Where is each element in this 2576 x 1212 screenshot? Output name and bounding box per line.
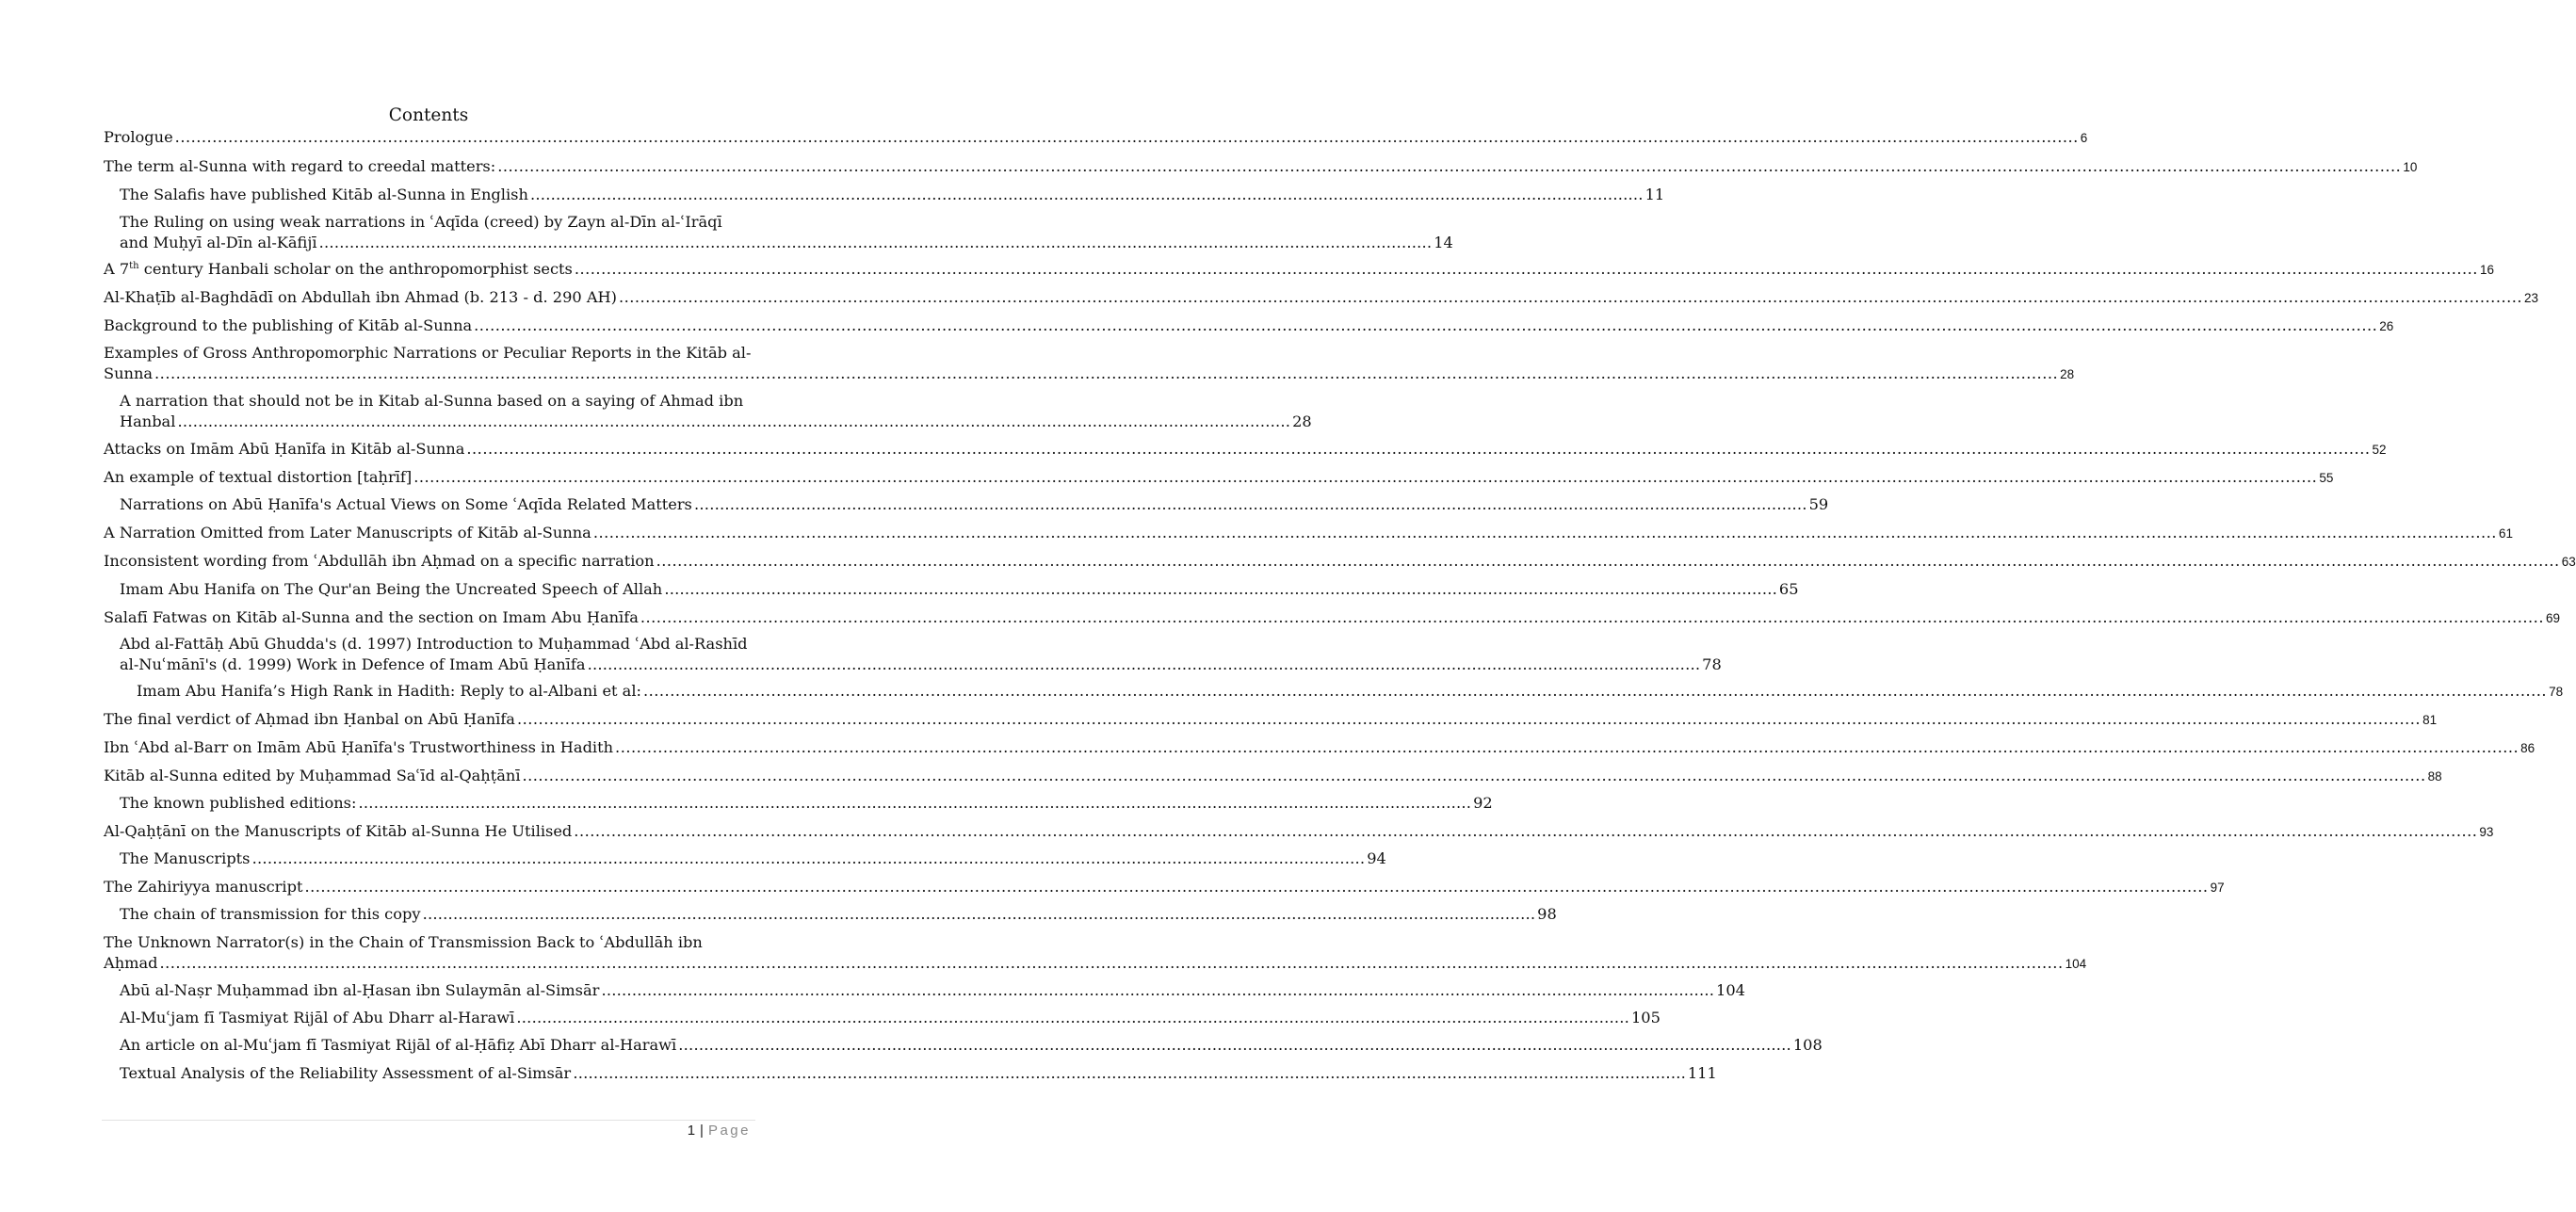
toc-entry-title-text: and Muḥyī al-Dīn al-Kāfijī xyxy=(120,233,317,251)
toc-dot-leader xyxy=(640,607,2544,628)
toc-entry-row xyxy=(104,259,2494,281)
toc-entry[interactable] xyxy=(120,793,1493,814)
toc-page-number: 28 xyxy=(1292,412,1312,430)
toc-entry-row xyxy=(120,1063,1717,1084)
toc-entry-row xyxy=(104,607,2561,629)
toc-entry-title xyxy=(104,467,412,488)
toc-entry-title xyxy=(120,494,692,515)
toc-entry[interactable] xyxy=(120,391,1312,431)
toc-page-number: 92 xyxy=(1473,794,1493,812)
toc-entry-title xyxy=(104,551,655,572)
toc-entry-title-text: Ibn ʿAbd al-Barr on Imām Abū Ḥanīfa's Trustworthiness in Hadith xyxy=(104,738,614,756)
toc-entry-title xyxy=(120,1063,571,1084)
toc-page-number: 65 xyxy=(1778,580,1799,598)
footer-page-word: Page xyxy=(707,1123,751,1139)
toc-entry-title xyxy=(120,185,528,205)
toc-entry-title xyxy=(104,953,157,974)
toc-entry-row xyxy=(120,793,1493,814)
toc-dot-leader xyxy=(664,579,1777,600)
toc-entry[interactable] xyxy=(104,127,2088,149)
toc-entry-title xyxy=(120,904,420,925)
toc-page-number: 26 xyxy=(2379,319,2394,333)
toc-entry-row xyxy=(120,654,1722,675)
toc-entry-row xyxy=(104,127,2088,149)
toc-entry[interactable] xyxy=(120,1063,1717,1084)
toc-dot-leader xyxy=(252,848,1366,869)
toc-entry[interactable] xyxy=(120,1035,1823,1056)
toc-entry-row xyxy=(104,156,2418,178)
toc-entry[interactable] xyxy=(104,766,2442,787)
toc-page-number: 97 xyxy=(2210,881,2225,895)
toc-entry[interactable] xyxy=(104,821,2494,843)
toc-entry-title-text: Background to the publishing of Kitāb al-Sunna xyxy=(104,316,473,334)
toc-page-number: 52 xyxy=(2372,443,2387,457)
toc-entry-row xyxy=(104,551,2576,573)
toc-entry-row xyxy=(120,1008,1661,1028)
toc-entry-title xyxy=(104,709,515,730)
toc-entry[interactable] xyxy=(120,579,1799,600)
toc-entry-row xyxy=(104,877,2225,898)
toc-page-number: 88 xyxy=(2427,769,2442,784)
toc-dot-leader xyxy=(319,233,1433,253)
toc-entry-row xyxy=(104,766,2442,787)
toc-entry[interactable] xyxy=(104,737,2535,759)
toc-entry-row xyxy=(104,439,2387,461)
toc-dot-leader xyxy=(694,494,1807,515)
toc-entry-title xyxy=(120,579,662,600)
toc-dot-leader xyxy=(615,737,2519,758)
toc-entry-title xyxy=(137,681,641,702)
toc-entry-title-text: Al-Qaḥṭānī on the Manuscripts of Kitāb al-Sunna He Utilised xyxy=(104,822,573,840)
toc-page-number: 105 xyxy=(1630,1009,1661,1026)
toc-dot-leader xyxy=(466,439,2370,460)
toc-entry[interactable] xyxy=(104,607,2561,629)
toc-entry-row xyxy=(104,315,2394,337)
toc-dot-leader xyxy=(175,127,2079,148)
toc-entry[interactable] xyxy=(104,551,2576,573)
toc-entry-title xyxy=(104,523,591,543)
toc-entry-row xyxy=(120,980,1745,1001)
toc-entry-title-line: Examples of Gross Anthropomorphic Narrations or Peculiar Reports in the Kitāb al- xyxy=(104,344,752,362)
footer-separator: | xyxy=(700,1123,704,1139)
toc-entry-title xyxy=(104,439,464,460)
toc-entry[interactable] xyxy=(104,709,2438,731)
toc-page-number: 111 xyxy=(1687,1064,1717,1082)
toc-page-number: 55 xyxy=(2319,471,2334,485)
toc-entry-title-text: al-Nuʿmānī's (d. 1999) Work in Defence of Imam Abū Ḥanīfa xyxy=(120,654,586,673)
toc-entry-title-line: A narration that should not be in Kitab al-Sunna based on a saying of Ahmad ibn xyxy=(120,392,744,410)
toc-entry-title-text: Abū al-Naṣr Muḥammad ibn al-Ḥasan ibn Sulaymān al-Simsār xyxy=(120,981,600,999)
toc-dot-leader xyxy=(422,904,1535,925)
toc-entry-title-text: A Narration Omitted from Later Manuscripts of Kitāb al-Sunna xyxy=(104,524,591,541)
toc-entry-title-text: Hanbal xyxy=(120,412,176,430)
toc-entry-superscript: th xyxy=(129,261,139,271)
toc-page-number: 14 xyxy=(1434,233,1453,251)
toc-entry-row xyxy=(104,287,2539,309)
toc-entry-title-text: Aḥmad xyxy=(104,953,158,972)
toc-entry-title xyxy=(120,848,251,869)
toc-dot-leader xyxy=(656,551,2560,572)
toc-entry[interactable] xyxy=(104,259,2494,281)
toc-entry-title-text: Imam Abu Hanifa on The Qur'an Being the Uncreated Speech of Allah xyxy=(120,580,663,598)
toc-page-number: 94 xyxy=(1367,849,1386,867)
toc-entry-row xyxy=(137,681,2564,703)
toc-entry-title-text: Narrations on Abū Ḥanīfa's Actual Views on Some ʿAqīda Related Matters xyxy=(120,495,692,513)
toc-entry-title-text: The Manuscripts xyxy=(120,849,251,867)
toc-entry[interactable] xyxy=(120,848,1386,869)
toc-entry-title-text: Salafī Fatwas on Kitāb al-Sunna and the section on Imam Abu Ḥanīfa xyxy=(104,608,639,626)
toc-page-number: 108 xyxy=(1792,1036,1823,1054)
toc-entry-title xyxy=(104,127,173,148)
toc-entry-row xyxy=(120,494,1829,515)
toc-entry-title xyxy=(104,287,617,308)
toc-dot-leader xyxy=(575,259,2478,280)
toc-entry-row xyxy=(120,848,1386,869)
toc-dot-leader xyxy=(358,793,1471,814)
toc-page-number: 104 xyxy=(1716,981,1745,999)
toc-entry[interactable] xyxy=(104,287,2539,309)
toc-entry[interactable] xyxy=(137,681,2564,703)
toc-entry-row xyxy=(120,412,1312,432)
toc-entry-row xyxy=(104,737,2535,759)
toc-entry-title-line: The Unknown Narrator(s) in the Chain of Transmission Back to ʿAbdullāh ibn xyxy=(104,933,703,951)
toc-entry-row xyxy=(104,364,2075,385)
toc-entry-row xyxy=(120,185,1665,205)
toc-entry-row xyxy=(104,953,2087,975)
toc-entry-title-text: Textual Analysis of the Reliability Assessment of al-Simsār xyxy=(120,1064,572,1082)
toc-entry-title-prefix: A 7 xyxy=(104,260,130,278)
toc-dot-leader xyxy=(643,681,2547,702)
toc-dot-leader xyxy=(304,877,2208,897)
toc-entry-title xyxy=(120,233,317,253)
toc-dot-leader xyxy=(601,980,1714,1001)
toc-entry-title-line: The Ruling on using weak narrations in ʿAqīda (creed) by Zayn al-Dīn al-ʿIrāqī xyxy=(120,213,722,231)
toc-dot-leader xyxy=(587,654,1700,675)
toc-entry-title xyxy=(104,821,572,842)
toc-entry-title xyxy=(104,259,573,280)
toc-entry-title-text: Inconsistent wording from ʿAbdullāh ibn Aḥmad on a specific narration xyxy=(104,552,655,570)
toc-page-number: 86 xyxy=(2520,741,2535,755)
toc-page-number: 59 xyxy=(1808,495,1829,513)
contents-title: Contents xyxy=(388,105,469,125)
toc-entry[interactable] xyxy=(120,634,1722,674)
toc-page-number: 63 xyxy=(2561,555,2576,569)
toc-entry-title xyxy=(104,877,302,897)
toc-entry-title xyxy=(104,156,495,177)
toc-entry-title-text: century Hanbali scholar on the anthropomorphist sects xyxy=(138,260,573,278)
toc-page-number: 98 xyxy=(1537,905,1557,923)
toc-entry-row xyxy=(120,904,1557,925)
toc-entry-title-text: The known published editions: xyxy=(120,794,357,812)
toc-dot-leader xyxy=(523,766,2426,786)
toc-entry-title xyxy=(120,980,599,1001)
toc-page-number: 10 xyxy=(2403,160,2418,174)
toc-entry-title xyxy=(120,654,585,675)
toc-entry-title xyxy=(104,364,153,384)
toc-entry-title-text: An article on al-Muʿjam fī Tasmiyat Rijāl of al-Ḥāfiẓ Abī Dharr al-Harawī xyxy=(120,1036,677,1054)
toc-dot-leader xyxy=(474,315,2377,336)
toc-entry-row xyxy=(104,523,2513,544)
toc-entry-title-text: Al-Khaṭīb al-Baghdādī on Abdullah ibn Ahmad (b. 213 - d. 290 AH) xyxy=(104,288,617,306)
toc-dot-leader xyxy=(574,821,2477,842)
toc-entry-title-text: Al-Muʿjam fī Tasmiyat Rijāl of Abu Dharr al-Harawī xyxy=(120,1009,515,1026)
toc-entry[interactable] xyxy=(120,185,1665,205)
toc-page-number: 61 xyxy=(2498,526,2513,541)
toc-entry[interactable] xyxy=(104,932,2087,974)
toc-entry-title-text: The term al-Sunna with regard to creedal matters: xyxy=(104,157,496,175)
toc-page-number: 81 xyxy=(2422,713,2438,727)
toc-dot-leader xyxy=(619,287,2522,308)
toc-dot-leader xyxy=(413,467,2317,488)
toc-entry-row xyxy=(120,1035,1823,1056)
toc-dot-leader xyxy=(497,156,2401,177)
toc-entry[interactable] xyxy=(120,904,1557,925)
toc-entry[interactable] xyxy=(104,315,2394,337)
toc-page-number: 6 xyxy=(2080,131,2088,145)
toc-entry-title-text: Sunna xyxy=(104,364,154,382)
toc-entry-row xyxy=(120,579,1799,600)
toc-entry-title-text: Kitāb al-Sunna edited by Muḥammad Saʿīd al-Qaḥṭānī xyxy=(104,767,521,784)
toc-page-number: 16 xyxy=(2479,263,2494,277)
toc-page-number: 28 xyxy=(2060,366,2075,381)
toc-page-number: 78 xyxy=(1702,654,1722,673)
toc-entry-title-text: Imam Abu Hanifa’s High Rank in Hadith: Reply to al-Albani et al: xyxy=(137,682,641,700)
toc-page-number: 93 xyxy=(2479,825,2494,839)
toc-entry-title xyxy=(104,315,472,336)
toc-entry-title-line: Abd al-Fattāḥ Abū Ghudda's (d. 1997) Introduction to Muḥammad ʿAbd al-Rashīd xyxy=(120,635,748,653)
toc-entry[interactable] xyxy=(104,343,2075,384)
toc-entry[interactable] xyxy=(104,156,2418,178)
toc-entry-title xyxy=(120,412,175,432)
toc-entry-title-text: An example of textual distortion [taḥrīf] xyxy=(104,468,413,486)
toc-page-number: 11 xyxy=(1644,186,1665,203)
toc-entry-row xyxy=(104,821,2494,843)
toc-dot-leader xyxy=(516,1008,1629,1028)
footer-page-number: 1 xyxy=(687,1123,696,1139)
toc-dot-leader xyxy=(678,1035,1791,1056)
toc-page-number: 69 xyxy=(2545,611,2561,625)
toc-page-number: 104 xyxy=(2065,956,2087,971)
toc-entry-title xyxy=(104,737,613,758)
toc-entry-title-text: Attacks on Imām Abū Ḥanīfa in Kitāb al-Sunna xyxy=(104,440,465,458)
toc-entry-title-text: The Salafis have published Kitāb al-Sunna in English xyxy=(120,186,528,203)
toc-entry-title xyxy=(104,607,639,628)
toc-dot-leader xyxy=(573,1063,1686,1084)
toc-dot-leader xyxy=(159,953,2063,974)
toc-entry-title-text: The final verdict of Aḥmad ibn Ḥanbal on Abū Ḥanīfa xyxy=(104,710,515,728)
footer-divider xyxy=(102,1120,755,1121)
toc-entry-title xyxy=(120,1008,514,1028)
toc-entry[interactable] xyxy=(120,494,1829,515)
toc-entry[interactable] xyxy=(120,980,1745,1001)
toc-entry-title xyxy=(120,1035,676,1056)
toc-dot-leader xyxy=(177,412,1290,432)
toc-entry-row xyxy=(104,467,2334,489)
toc-entry-title-text: The chain of transmission for this copy xyxy=(120,905,421,923)
toc-entry[interactable] xyxy=(104,877,2225,898)
toc-dot-leader xyxy=(593,523,2497,543)
toc-dot-leader xyxy=(154,364,2058,384)
toc-entry-title-text: Prologue xyxy=(104,128,173,146)
page-footer xyxy=(688,1123,751,1139)
toc-entry[interactable] xyxy=(120,1008,1661,1028)
toc-entry-row xyxy=(120,233,1453,253)
toc-page-number: 78 xyxy=(2549,685,2564,699)
toc-entry-title xyxy=(104,766,521,786)
toc-entry-title xyxy=(120,793,356,814)
toc-entry[interactable] xyxy=(104,439,2387,461)
toc-entry[interactable] xyxy=(104,523,2513,544)
toc-entry[interactable] xyxy=(104,467,2334,489)
toc-dot-leader xyxy=(517,709,2421,730)
toc-entry-title-text: The Zahiriyya manuscript xyxy=(104,878,303,896)
toc-page-number: 23 xyxy=(2524,291,2539,305)
toc-dot-leader xyxy=(530,185,1644,205)
toc-entry-row xyxy=(104,709,2438,731)
toc-entry[interactable] xyxy=(120,212,1453,252)
